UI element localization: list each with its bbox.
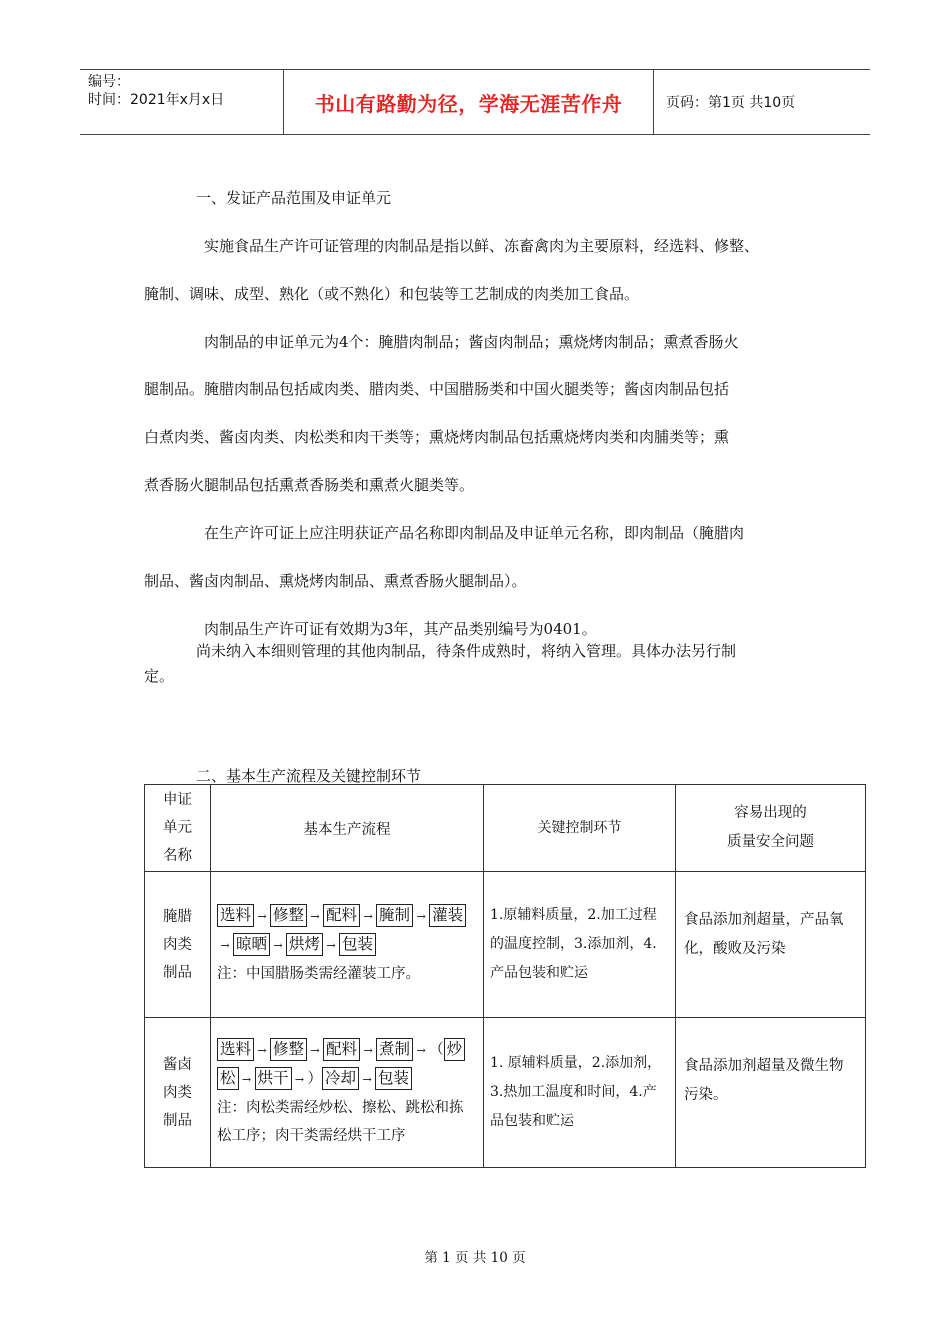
issues-cell: 食品添加剂超量及微生物污染。	[676, 1018, 866, 1168]
paragraph-line: 尚未纳入本细则管理的其他肉制品，待条件成熟时，将纳入管理。具体办法另行制	[196, 642, 737, 660]
flow-step: 腌制	[376, 904, 413, 927]
unit-cell	[145, 872, 211, 1018]
arrow-icon: →	[220, 938, 230, 952]
flow-step: 包装	[375, 1067, 412, 1090]
flow-step: 配料	[323, 1038, 360, 1061]
process-table	[144, 784, 866, 1168]
flow-step: 包装	[339, 933, 376, 956]
header-unit-cell	[145, 785, 211, 872]
arrow-icon: →	[273, 938, 283, 952]
unit-text: 肉类	[163, 1084, 192, 1101]
arrow-icon: →	[363, 1043, 373, 1057]
flow-step: 灌装	[429, 904, 466, 927]
number-label: 编号：	[88, 74, 130, 90]
paren-open: （	[429, 1041, 444, 1058]
arrow-icon: →	[416, 1043, 426, 1057]
flow-step: 烘干	[255, 1067, 292, 1090]
page-footer: 第 1 页 共 10 页	[424, 1250, 526, 1266]
arrow-icon: →	[362, 1072, 372, 1086]
flow-step: 晾晒	[233, 933, 270, 956]
flow-line	[217, 902, 477, 931]
flow-step: 烘烤	[286, 933, 323, 956]
paragraph-line: 实施食品生产许可证管理的肉制品是指以鲜、冻畜禽肉为主要原料，经选料、修整、	[204, 237, 760, 255]
header-unit-text: 申证	[163, 792, 192, 808]
flow-step: 松	[217, 1067, 239, 1090]
time-label: 时间：2021年x月x日	[88, 92, 225, 108]
arrow-icon: →	[257, 1043, 267, 1057]
header-issues-text: 容易出现的	[734, 805, 807, 821]
header-issues-text: 质量安全问题	[727, 834, 814, 850]
flow-step: 选料	[217, 904, 254, 927]
header-motto	[284, 70, 654, 134]
paragraph-line: 腌制、调味、成型、熟化（或不熟化）和包装等工艺制成的肉类加工食品。	[144, 285, 640, 303]
header-unit-text: 单元	[163, 820, 192, 836]
unit-text: 肉类	[163, 936, 192, 953]
flow-line	[217, 1036, 477, 1065]
arrow-icon: →	[310, 1043, 320, 1057]
section-heading-2: 二、基本生产流程及关键控制环节	[196, 767, 422, 785]
header-meta	[80, 70, 284, 134]
paren-close: ）	[307, 1070, 323, 1087]
flow-note: 注：肉松类需经炒松、擦松、跳松和拣松工序；肉干类需经烘干工序	[217, 1099, 464, 1144]
header-flow-cell: 基本生产流程	[211, 785, 484, 872]
flow-step: 煮制	[376, 1038, 413, 1061]
flow-step: 修整	[270, 1038, 307, 1061]
arrow-icon: →	[363, 909, 373, 923]
arrow-icon: →	[257, 909, 267, 923]
unit-text: 腌腊	[163, 908, 192, 925]
paragraph-line: 煮香肠火腿制品包括熏煮香肠类和熏煮火腿类等。	[144, 476, 475, 494]
arrow-icon: →	[326, 938, 336, 952]
flow-step: 配料	[323, 904, 360, 927]
table-row	[145, 1018, 866, 1168]
table-header-row	[145, 785, 866, 872]
motto-text: 书山有路勤为径，学海无涯苦作舟	[314, 91, 623, 116]
paragraph-line: 白煮肉类、酱卤肉类、肉松类和肉干类等；熏烧烤肉制品包括熏烧烤肉类和肉脯类等；熏	[144, 428, 730, 446]
flow-line	[217, 1065, 477, 1094]
flow-step: 修整	[270, 904, 307, 927]
paragraph-line: 定。	[144, 667, 175, 685]
flow-cell	[211, 872, 484, 1018]
flow-step: 炒	[444, 1038, 466, 1061]
paragraph-line: 肉制品的申证单元为4个：腌腊肉制品；酱卤肉制品；熏烧烤肉制品；熏煮香肠火	[204, 333, 739, 351]
flow-step: 冷却	[322, 1067, 359, 1090]
paragraph-line: 腿制品。腌腊肉制品包括咸肉类、腊肉类、中国腊肠类和中国火腿类等；酱卤肉制品包括	[144, 380, 730, 398]
arrow-icon: →	[416, 909, 426, 923]
unit-text: 制品	[163, 1112, 192, 1129]
header-control-cell: 关键控制环节	[484, 785, 676, 872]
document-header	[80, 69, 870, 135]
table-row	[145, 872, 866, 1018]
paragraph-line: 在生产许可证上应注明获证产品名称即肉制品及申证单元名称，即肉制品（腌腊肉	[204, 524, 745, 542]
flow-note: 注：中国腊肠类需经灌装工序。	[217, 965, 420, 982]
control-cell: 1.原辅料质量，2.加工过程的温度控制，3.添加剂，4.产品包装和贮运	[484, 872, 676, 1018]
arrow-icon: →	[294, 1072, 305, 1086]
paragraph-line: 肉制品生产许可证有效期为3年，其产品类别编号为0401。	[204, 620, 597, 638]
arrow-icon: →	[241, 1072, 252, 1086]
section-heading-1: 一、发证产品范围及申证单元	[196, 189, 392, 207]
flow-line	[217, 931, 477, 960]
unit-cell	[145, 1018, 211, 1168]
control-cell: 1. 原辅料质量，2.添加剂，3.热加工温度和时间，4.产品包装和贮运	[484, 1018, 676, 1168]
paragraph-line: 制品、酱卤肉制品、熏烧烤肉制品、熏煮香肠火腿制品）。	[144, 572, 527, 590]
unit-text: 酱卤	[163, 1056, 192, 1073]
flow-step: 选料	[217, 1038, 254, 1061]
header-issues-cell	[676, 785, 866, 872]
arrow-icon: →	[310, 909, 320, 923]
flow-cell	[211, 1018, 484, 1168]
header-page-info: 页码：第1页 共10页	[666, 95, 796, 111]
header-unit-text: 名称	[163, 848, 192, 864]
issues-cell: 食品添加剂超量，产品氧化，酸败及污染	[676, 872, 866, 1018]
unit-text: 制品	[163, 964, 192, 981]
